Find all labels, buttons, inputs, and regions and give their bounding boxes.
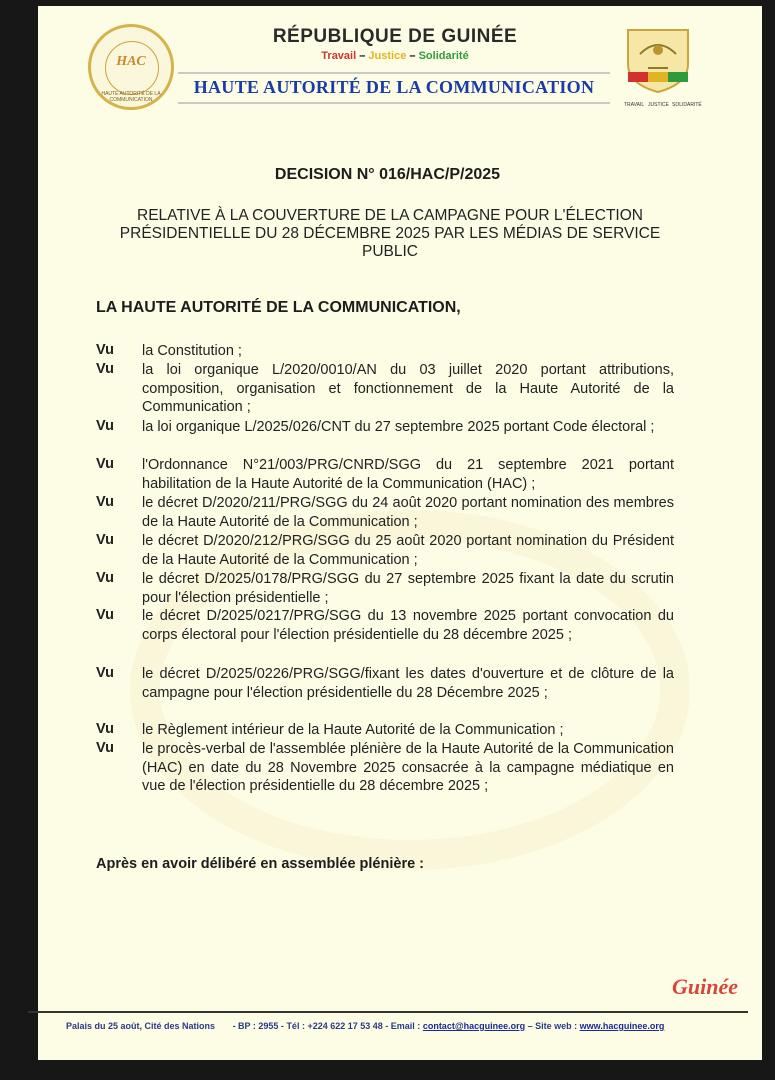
- vu-label: Vu: [96, 456, 114, 472]
- email-link[interactable]: contact@hacguinee.org: [422, 1021, 526, 1031]
- consideration-item: le décret D/2025/0217/PRG/SGG du 13 novembre 2025 portant convocation du corps électoral pour l'élection présidentielle du 28 décembre 2025 ;: [142, 608, 674, 643]
- decision-number: DECISION N° 016/HAC/P/2025: [274, 166, 501, 183]
- authority-heading: LA HAUTE AUTORITÉ DE LA COMMUNICATION,: [96, 299, 461, 316]
- consideration-item: le décret D/2025/0178/PRG/SGG du 27 septembre 2025 fixant la date du scrutin pour l'élection présidentielle ;: [142, 571, 674, 606]
- website-link[interactable]: www.hacguinee.org: [579, 1021, 665, 1031]
- consideration-item: l'Ordonnance N°21/003/PRG/CNRD/SGG du 21 septembre 2021 portant habilitation de la Haute Autorité de la Communication (HAC) ;: [142, 457, 674, 492]
- vu-label: Vu: [96, 740, 114, 756]
- closing-statement: Après en avoir délibéré en assemblée plénière :: [96, 856, 425, 872]
- seal-text: HAC: [116, 54, 146, 69]
- republic-title: RÉPUBLIQUE DE GUINÉE: [272, 26, 518, 47]
- vu-label: Vu: [96, 361, 114, 377]
- consideration-item: la loi organique L/2020/0010/AN du 03 juillet 2020 portant attributions, composition, organisation et fonctionnement de la Haute Autorité de la Communication ;: [142, 362, 674, 415]
- hac-seal-logo: [88, 24, 174, 110]
- vu-label: Vu: [96, 418, 114, 434]
- authority-name: HAUTE AUTORITÉ DE LA COMMUNICATION: [193, 77, 595, 97]
- consideration-item: la loi organique L/2025/026/CNT du 27 septembre 2025 portant Code électoral ;: [142, 419, 655, 435]
- vu-label: Vu: [96, 721, 114, 737]
- vu-label: Vu: [96, 607, 114, 623]
- vu-label: Vu: [96, 342, 114, 358]
- vu-label: Vu: [96, 570, 114, 586]
- vu-label: Vu: [96, 532, 114, 548]
- vu-label: Vu: [96, 665, 114, 681]
- national-motto: Travail – Justice – Solidarité: [321, 50, 469, 62]
- guinee-brand-logo: Guinée: [672, 974, 738, 999]
- header-rule-top: [178, 72, 610, 74]
- decision-subject: RELATIVE À LA COUVERTURE DE LA CAMPAGNE POUR L'ÉLECTION PRÉSIDENTIELLE DU 28 DÉCEMBRE 2025 PAR LES MÉDIAS DE SERVICE PUBLIC: [119, 207, 661, 260]
- coat-of-arms-logo: TRAVAIL JUSTICE SOLIDARITÉ: [618, 24, 698, 108]
- consideration-item: la Constitution ;: [142, 343, 242, 359]
- vu-label: Vu: [96, 494, 114, 510]
- footer-rule: [28, 1011, 748, 1013]
- seal-ring-text: HAUTE AUTORITÉ DE LA COMMUNICATION: [101, 91, 161, 103]
- footer-contact: Palais du 25 août, Cité des Nations - BP : 2955 - Tél : +224 622 17 53 48 - Email : contact@hacguinee.org – Site web : www.hacguinee.org: [66, 1021, 665, 1031]
- consideration-item: le décret D/2025/0226/PRG/SGG/fixant les dates d'ouverture et de clôture de la campagne pour l'élection présidentielle du 28 Décembre 2025 ;: [142, 666, 674, 701]
- consideration-item: le procès-verbal de l'assemblée plénière de la Haute Autorité de la Communication (HAC) en date du 28 Novembre 2025 consacrée à la campagne médiatique en vue de l'élection présidentielle du 28 décembre 2025 ;: [142, 741, 674, 794]
- consideration-item: le décret D/2020/211/PRG/SGG du 24 août 2020 portant nomination des membres de la Haute Autorité de la Communication ;: [142, 495, 674, 530]
- consideration-item: le décret D/2020/212/PRG/SGG du 25 août 2020 portant nomination du Président de la Haute Autorité de la Communication ;: [142, 533, 674, 568]
- header-rule-bottom: [178, 102, 610, 104]
- consideration-item: le Règlement intérieur de la Haute Autorité de la Communication ;: [142, 722, 564, 738]
